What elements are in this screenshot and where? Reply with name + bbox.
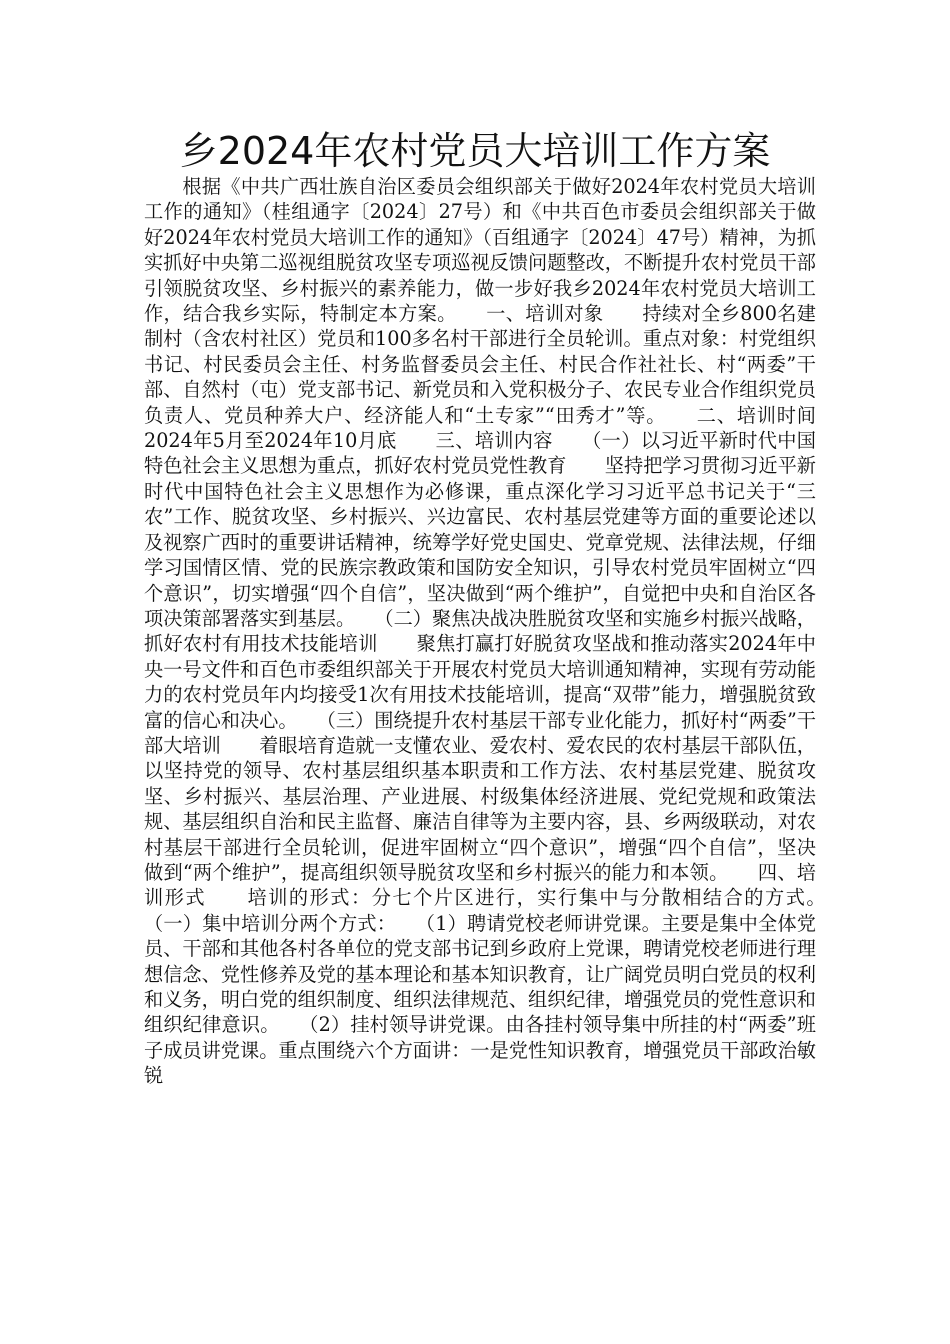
document-title: 乡2024年农村党员大培训工作方案 — [179, 129, 771, 173]
document-body-text: 根据《中共广西壮族自治区委员会组织部关于做好2024年农村党员大培训工作的通知》（桂组通字〔2024〕27号）和《中共百色市委员会组织部关于做好2024年农村党员大培训工作的通知》（百组通字〔2024〕47号）精神，为抓实抓好中央第二巡视组脱贫攻坚专项巡视反馈问题整改，不断提升农村党员干部引领脱贫攻坚、乡村振兴的素养能力，做一步好我乡2024年农村党员大培训工作，结合我乡实际，特制定本方案。 一、培训对象 持续对全乡800名建制村（含农村社区）党员和100多名村干部进行全员轮训。重点对象：村党组织书记、村民委员会主任、村务监督委员会主任、村民合作社社长、村“两委”干部、自然村（屯）党支部书记、新党员和入党积极分子、农民专业合作组织党员负责人、党员种养大户、经济能人和“土专家”“田秀才”等。 二、培训时间 2024年5月至2024年10月底 三、培训内容 （一）以习近平新时代中国特色社会主义思想为重点，抓好农村党员党性教育 坚持把学习贯彻习近平新时代中国特色社会主义思想作为必修课，重点深化学习习近平总书记关于“三农”工作、脱贫攻坚、乡村振兴、兴边富民、农村基层党建等方面的重要论述以及视察广西时的重要讲话精神，统筹学好党史国史、党章党规、法律法规，仔细学习国情区情、党的民族宗教政策和国防安全知识，引导农村党员牢固树立“四个意识”，切实增强“四个自信”，坚决做到“两个维护”，自觉把中央和自治区各项决策部署落实到基层。 （二）聚焦决战决胜脱贫攻坚和实施乡村振兴战略，抓好农村有用技术技能培训 聚焦打赢打好脱贫攻坚战和推动落实2024年中央一号文件和百色市委组织部关于开展农村党员大培训通知精神，实现有劳动能力的农村党员年内均接受1次有用技术技能培训，提高“双带”能力，增强脱贫致富的信心和决心。 （三）围绕提升农村基层干部专业化能力，抓好村“两委”干部大培训 着眼培育造就一支懂农业、爱农村、爱农民的农村基层干部队伍，以坚持党的领导、农村基层组织基本职责和工作方法、农村基层党建、脱贫攻坚、乡村振兴、基层治理、产业进展、村级集体经济进展、党纪党规和政策法规、基层组织自治和民主监督、廉洁自律等为主要内容，县、乡两级联动，对农村基层干部进行全员轮训，促进牢固树立“四个意识”，增强“四个自信”，坚决做到“两个维护”，提高组织领导脱贫攻坚和乡村振兴的能力和本领。 四、培训形式 培训的形式：分七个片区进行，实行集中与分散相结合的方式。 （一）集中培训分两个方式： （1）聘请党校老师讲党课。主要是集中全体党员、干部和其他各村各单位的党支部书记到乡政府上党课，聘请党校老师进行理想信念、党性修养及党的基本理论和基本知识教育，让广阔党员明白党员的权利和义务，明白党的组织制度、组织法律规范、组织纪律，增强党员的党性意识和组织纪律意识。 （2）挂村领导讲党课。由各挂村领导集中所挂的村“两委”班子成员讲党课。重点围绕六个方面讲：一是党性知识教育，增强党员干部政治敏锐 — [144, 175, 855, 1088]
